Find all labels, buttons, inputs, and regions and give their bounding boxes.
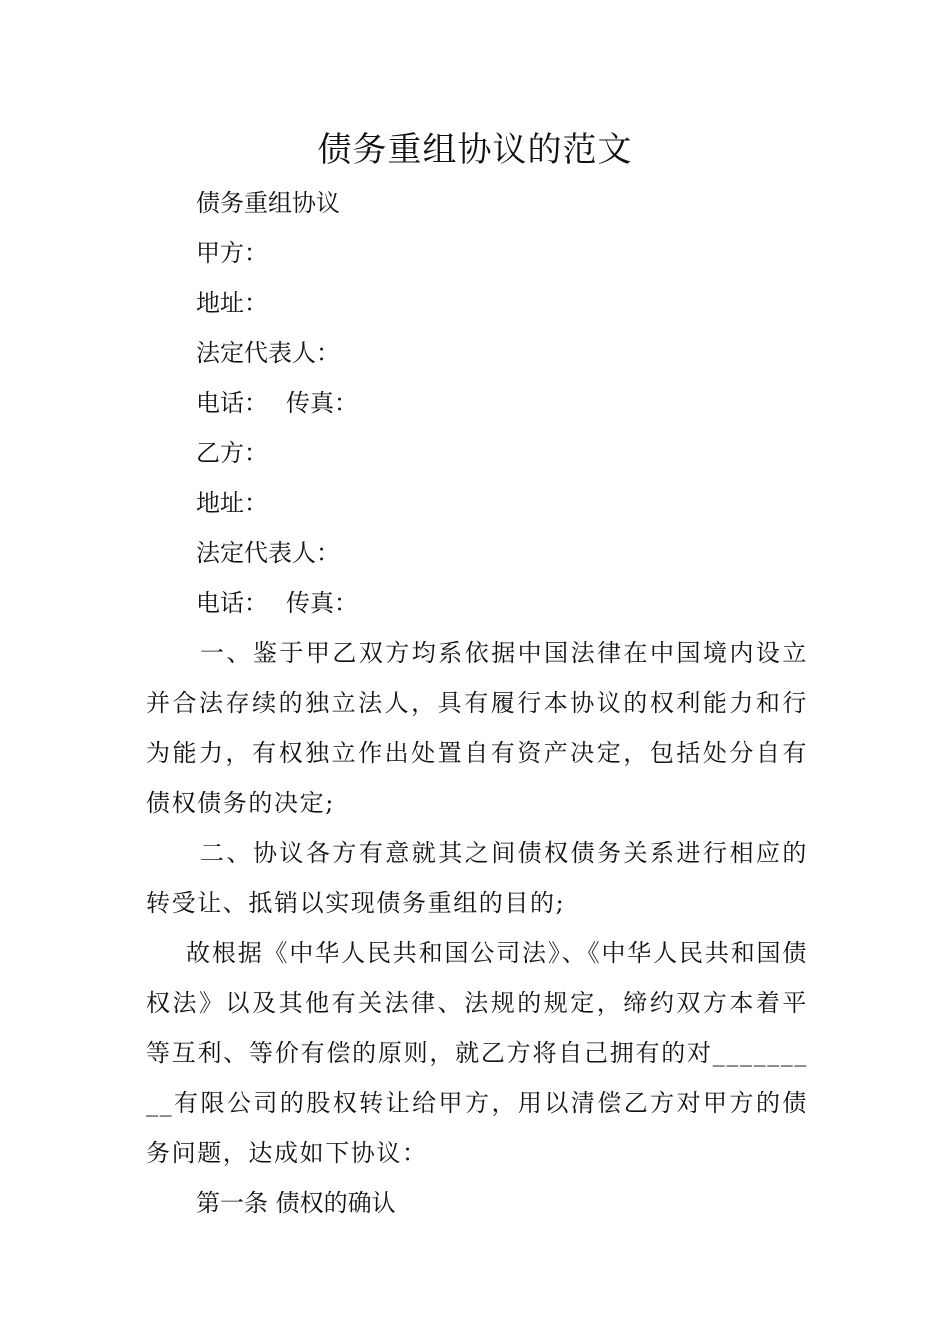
party-b-label: 乙方： [196, 439, 268, 467]
party-a-representative: 法定代表人： [196, 339, 340, 367]
party-a-fax: 传真： [286, 389, 358, 417]
party-a-phone: 电话： [196, 389, 268, 417]
agreement-subtitle: 债务重组协议 [196, 189, 340, 217]
paragraph-recital-1: 一、鉴于甲乙双方均系依据中国法律在中国境内设立并合法存续的独立法人，具有履行本协议的权利能力和行为能力，有权独立作出处置自有资产决定，包括处分自有债权债务的决定; [146, 639, 808, 817]
party-a-label: 甲方： [196, 239, 268, 267]
article-1-heading: 第一条 债权的确认 [196, 1189, 396, 1217]
party-b-address: 地址： [196, 489, 268, 517]
party-a-contact [146, 378, 808, 428]
document-title: 债务重组协议的范文 [317, 130, 633, 170]
party-a-address: 地址： [196, 289, 268, 317]
party-b-fax: 传真： [286, 589, 358, 617]
document-body [146, 178, 808, 1228]
party-b-representative: 法定代表人： [196, 539, 340, 567]
party-b-phone: 电话： [196, 589, 268, 617]
party-b-contact [146, 578, 808, 628]
paragraph-recital-2: 二、协议各方有意就其之间债权债务关系进行相应的转受让、抵销以实现债务重组的目的; [146, 839, 808, 917]
paragraph-legal-basis: 故根据《中华人民共和国公司法》、《中华人民共和国债权法》以及其他有关法律、法规的规定，缔约双方本着平等互利、等价有偿的原则，就乙方将自己拥有的对_________有限公司的股权转让给甲方，用以清偿乙方对甲方的债务问题，达成如下协议： [146, 939, 808, 1167]
